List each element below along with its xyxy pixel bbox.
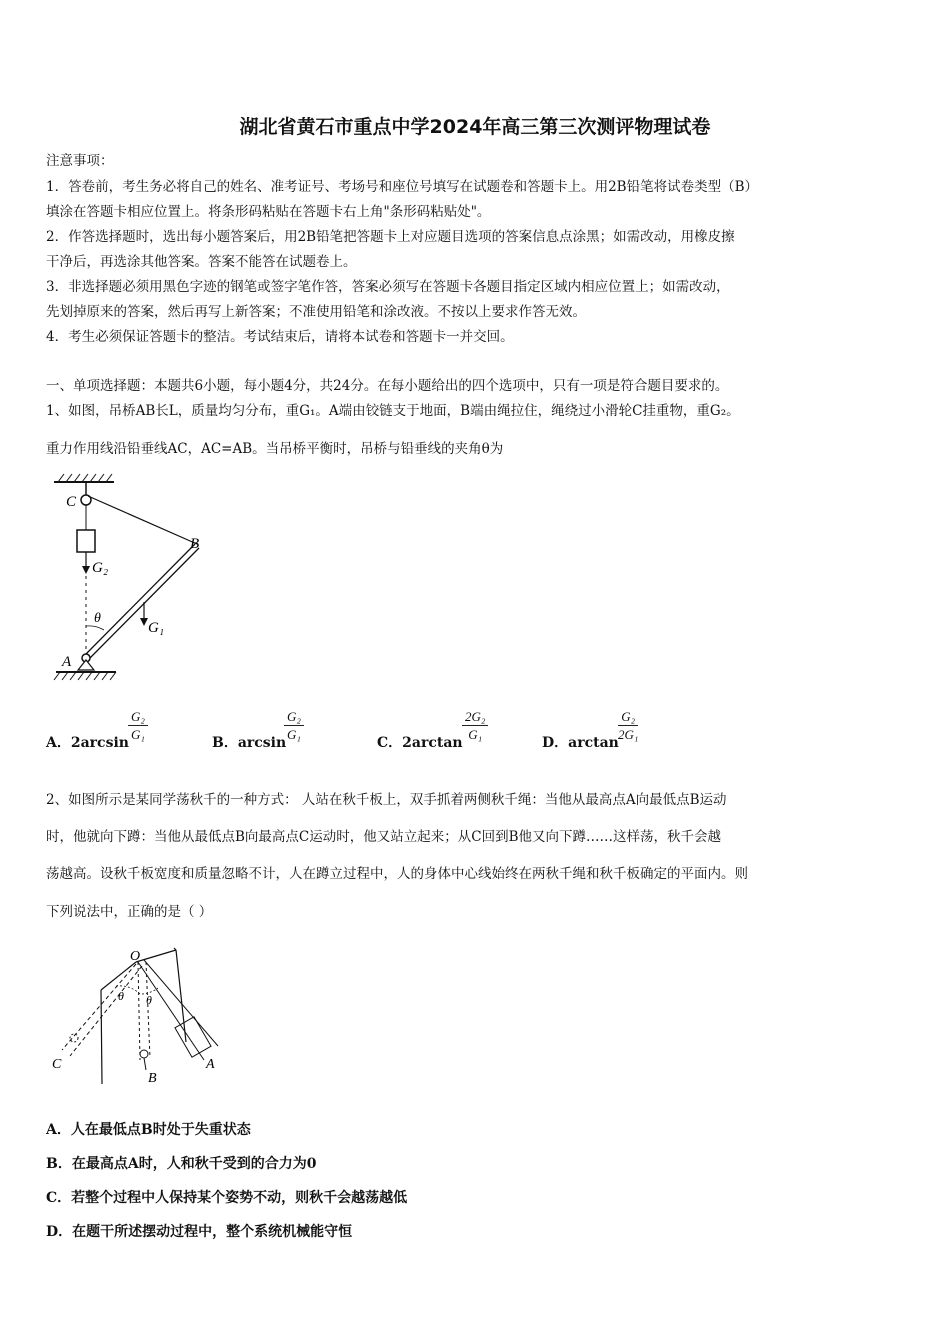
question-1-text: 重力作用线沿铅垂线AC，AC=AB。当吊桥平衡时，吊桥与铅垂线的夹角θ为 xyxy=(46,441,504,457)
option-b-label: B．arcsin xyxy=(212,735,287,751)
label-g2: G₂ xyxy=(92,560,109,576)
label-o: O xyxy=(130,949,141,964)
label-theta: θ xyxy=(94,611,101,626)
option-c-label: C．2arctan xyxy=(377,735,463,751)
question-2-choice-b: B．在最高点A时，人和秋千受到的合力为0 xyxy=(46,1156,317,1172)
label-theta-left: θ xyxy=(118,989,124,1003)
question-2-choice-c: C．若整个过程中人保持某个姿势不动，则秋千会越荡越低 xyxy=(46,1190,408,1206)
question-2-text: 荡越高。设秋千板宽度和质量忽略不计，人在蹲立过程中，人的身体中心线始终在两秋千绳和秋千板确定的平面内。则 xyxy=(46,866,748,882)
notice-line: 先划掉原来的答案，然后再写上新答案；不准使用铅笔和涂改液。不按以上要求作答无效。 xyxy=(46,304,586,320)
section-heading: 一、单项选择题：本题共6小题，每小题4分，共24分。在每小题给出的四个选项中，只有一项是符合题目要求的。 xyxy=(46,378,729,394)
denominator: G₁ xyxy=(131,727,145,742)
label-a: A xyxy=(206,1057,215,1072)
option-b-fraction xyxy=(284,708,304,743)
question-2-choice-a: A．人在最低点B时处于失重状态 xyxy=(46,1122,251,1138)
option-d-label: D．arctan xyxy=(542,735,619,751)
question-2-text: 下列说法中，正确的是（ ） xyxy=(46,904,213,920)
notice-line: 4．考生必须保证答题卡的整洁。考试结束后，请将本试卷和答题卡一并交回。 xyxy=(46,329,514,345)
label-a: A xyxy=(62,654,72,670)
numerator: G₂ xyxy=(284,708,304,726)
numerator: G₂ xyxy=(618,708,638,726)
option-d-fraction xyxy=(618,708,638,743)
question-2-choice-d: D．在题干所述摆动过程中，整个系统机械能守恒 xyxy=(46,1224,353,1240)
denominator: G₁ xyxy=(287,727,301,742)
notice-heading: 注意事项： xyxy=(46,153,114,169)
notice-line: 3．非选择题必须用黑色字迹的钢笔或签字笔作答，答案必须写在答题卡各题目指定区域内相应位置上；如需改动， xyxy=(46,279,730,295)
label-theta-right: θ xyxy=(146,993,152,1007)
numerator: G₂ xyxy=(128,708,148,726)
label-c: C xyxy=(66,494,77,510)
denominator: 2G₁ xyxy=(618,727,639,742)
question-2-text: 时，他就向下蹲：当他从最低点B向最高点C运动时，他又站立起来；从C回到B他又向下蹲……这样荡，秋千会越 xyxy=(46,829,721,845)
notice-line: 1．答卷前，考生务必将自己的姓名、准考证号、考场号和座位号填写在试题卷和答题卡上。用2B铅笔将试卷类型（B） xyxy=(46,179,759,195)
page-title: 湖北省黄石市重点中学2024年高三第三次测评物理试卷 xyxy=(239,116,711,138)
numerator: 2G₂ xyxy=(462,708,488,726)
question-1-text: 1、如图，吊桥AB长L，质量均匀分布，重G₁。A端由铰链支于地面，B端由绳拉住，绳绕过小滑轮C挂重物，重G₂。 xyxy=(46,403,740,419)
option-a-fraction xyxy=(128,708,148,743)
notice-line: 2．作答选择题时，选出每小题答案后，用2B铅笔把答题卡上对应题目选项的答案信息点涂黑；如需改动，用橡皮擦 xyxy=(46,229,735,245)
drawbridge-figure xyxy=(46,470,226,690)
option-a-label: A．2arcsin xyxy=(46,735,129,751)
label-b: B xyxy=(190,536,200,552)
notice-line: 填涂在答题卡相应位置上。将条形码粘贴在答题卡右上角"条形码粘贴处"。 xyxy=(46,204,491,220)
option-c-fraction xyxy=(462,708,488,743)
notice-line: 干净后，再选涂其他答案。答案不能答在试题卷上。 xyxy=(46,254,357,270)
label-g1: G₁ xyxy=(148,620,165,636)
swing-figure xyxy=(46,942,236,1092)
denominator: G₁ xyxy=(468,727,483,742)
question-2-text: 2、如图所示是某同学荡秋千的一种方式： 人站在秋千板上，双手抓着两侧秋千绳：当他从最高点A向最低点B运动 xyxy=(46,792,727,808)
label-b: B xyxy=(148,1071,157,1086)
label-c: C xyxy=(52,1057,62,1072)
